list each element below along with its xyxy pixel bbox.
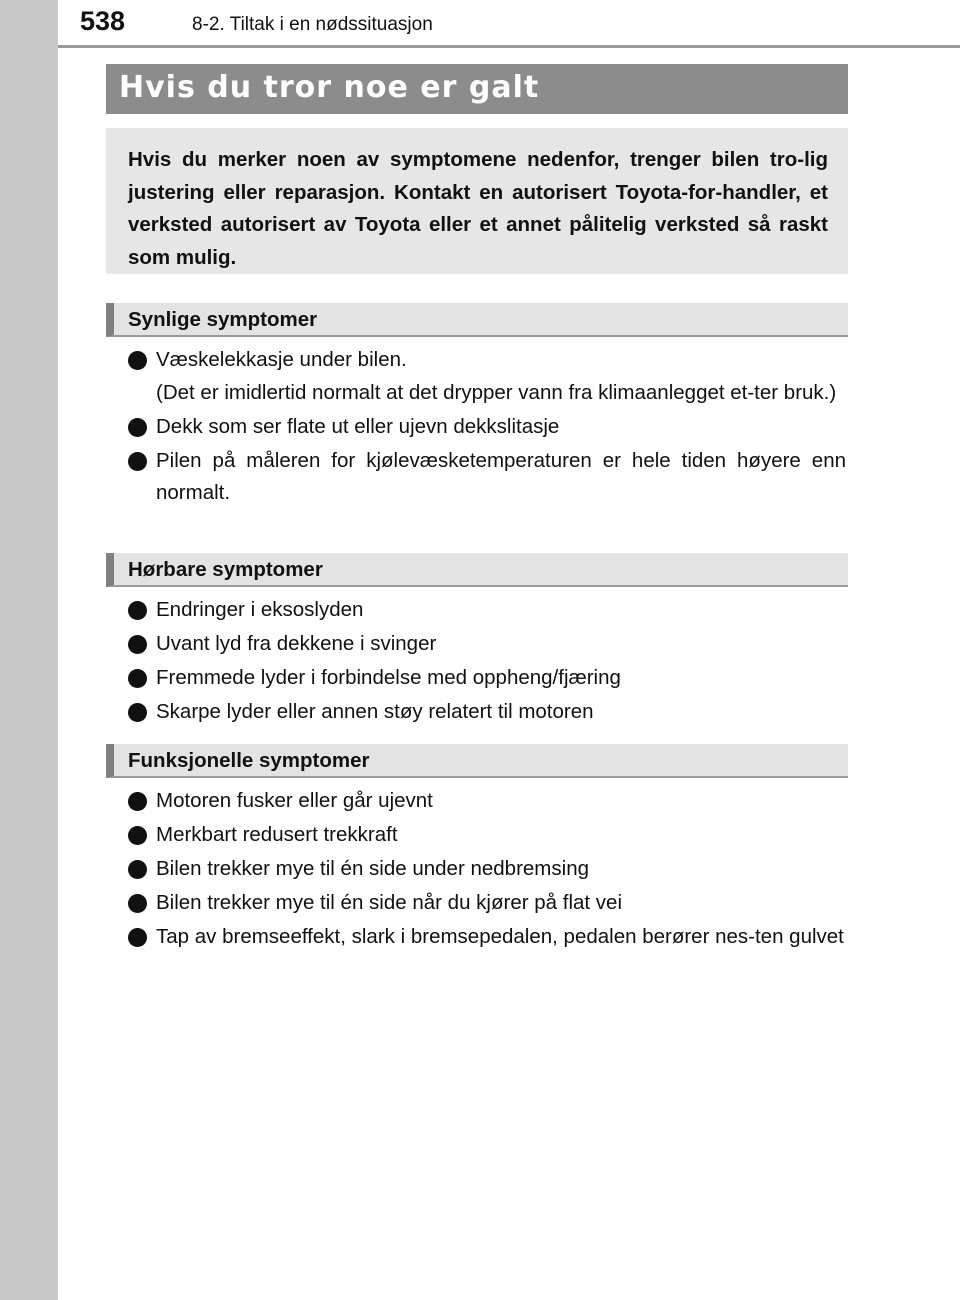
list-item-text: Bilen trekker mye til én side når du kjører på flat vei xyxy=(156,891,622,914)
subheading-label: Funksjonelle symptomer xyxy=(128,749,370,772)
bullet-icon xyxy=(128,601,147,620)
bullet-icon xyxy=(128,635,147,654)
list-item xyxy=(126,696,846,729)
bullet-icon xyxy=(128,928,147,947)
subheading-audible-symptoms xyxy=(106,553,848,587)
intro-box xyxy=(106,128,848,274)
list-item-text: Motoren fusker eller går ujevnt xyxy=(156,789,433,812)
header-divider xyxy=(58,45,960,48)
intro-text: Hvis du merker noen av symptomene nedenfor, trenger bilen tro-lig justering eller reparasjon. Kontakt en autorisert Toyota-for-handler, et verksted autorisert av Toyota eller et annet pålitelig verksted så raskt som mulig. xyxy=(128,148,828,269)
functional-symptoms-list xyxy=(126,785,846,955)
list-item xyxy=(126,853,846,886)
subheading-visible-symptoms xyxy=(106,303,848,337)
list-item xyxy=(126,785,846,818)
list-item xyxy=(126,662,846,695)
bullet-icon xyxy=(128,703,147,722)
page-title-bar xyxy=(106,64,848,114)
list-item-text: Dekk som ser flate ut eller ujevn dekkslitasje xyxy=(156,414,560,438)
list-item-note: (Det er imidlertid normalt at det drypper vann fra klimaanlegget et-ter bruk.) xyxy=(156,380,837,404)
list-item-text: Endringer i eksoslyden xyxy=(156,598,364,621)
list-item-text: Væskelekkasje under bilen. xyxy=(156,348,407,371)
bullet-icon xyxy=(128,669,147,688)
bullet-icon xyxy=(128,792,147,811)
list-item xyxy=(126,344,846,409)
bullet-icon xyxy=(128,860,147,879)
bullet-icon xyxy=(128,826,147,845)
list-item xyxy=(126,594,846,627)
list-item-text: Tap av bremseeffekt, slark i bremsepedalen, pedalen berører nes-ten gulvet xyxy=(156,925,844,948)
list-item xyxy=(126,887,846,920)
bullet-icon xyxy=(128,452,147,471)
subheading-label: Synlige symptomer xyxy=(128,308,318,331)
list-item xyxy=(126,445,846,510)
subheading-functional-symptoms xyxy=(106,744,848,778)
bullet-icon xyxy=(128,894,147,913)
list-item xyxy=(126,411,846,444)
subheading-label: Hørbare symptomer xyxy=(128,558,323,581)
side-margin-strip xyxy=(0,0,58,1300)
list-item-text: Uvant lyd fra dekkene i svinger xyxy=(156,632,437,655)
page-title: Hvis du tror noe er galt xyxy=(119,70,540,105)
list-item-text: Pilen på måleren for kjølevæsketemperaturen er hele tiden høyere enn normalt. xyxy=(156,448,846,504)
audible-symptoms-list xyxy=(126,594,846,730)
list-item xyxy=(126,921,846,954)
list-item-text: Fremmede lyder i forbindelse med oppheng/fjæring xyxy=(156,666,621,689)
list-item-text: Bilen trekker mye til én side under nedbremsing xyxy=(156,857,589,880)
bullet-icon xyxy=(128,418,147,437)
bullet-icon xyxy=(128,351,147,370)
visible-symptoms-list xyxy=(126,344,846,511)
list-item-text: Merkbart redusert trekkraft xyxy=(156,823,398,846)
page-number: 538 xyxy=(80,6,126,36)
list-item xyxy=(126,819,846,852)
section-label: 8-2. Tiltak i en nødssituasjon xyxy=(192,14,433,35)
list-item-text: Skarpe lyder eller annen støy relatert til motoren xyxy=(156,700,594,723)
list-item xyxy=(126,628,846,661)
